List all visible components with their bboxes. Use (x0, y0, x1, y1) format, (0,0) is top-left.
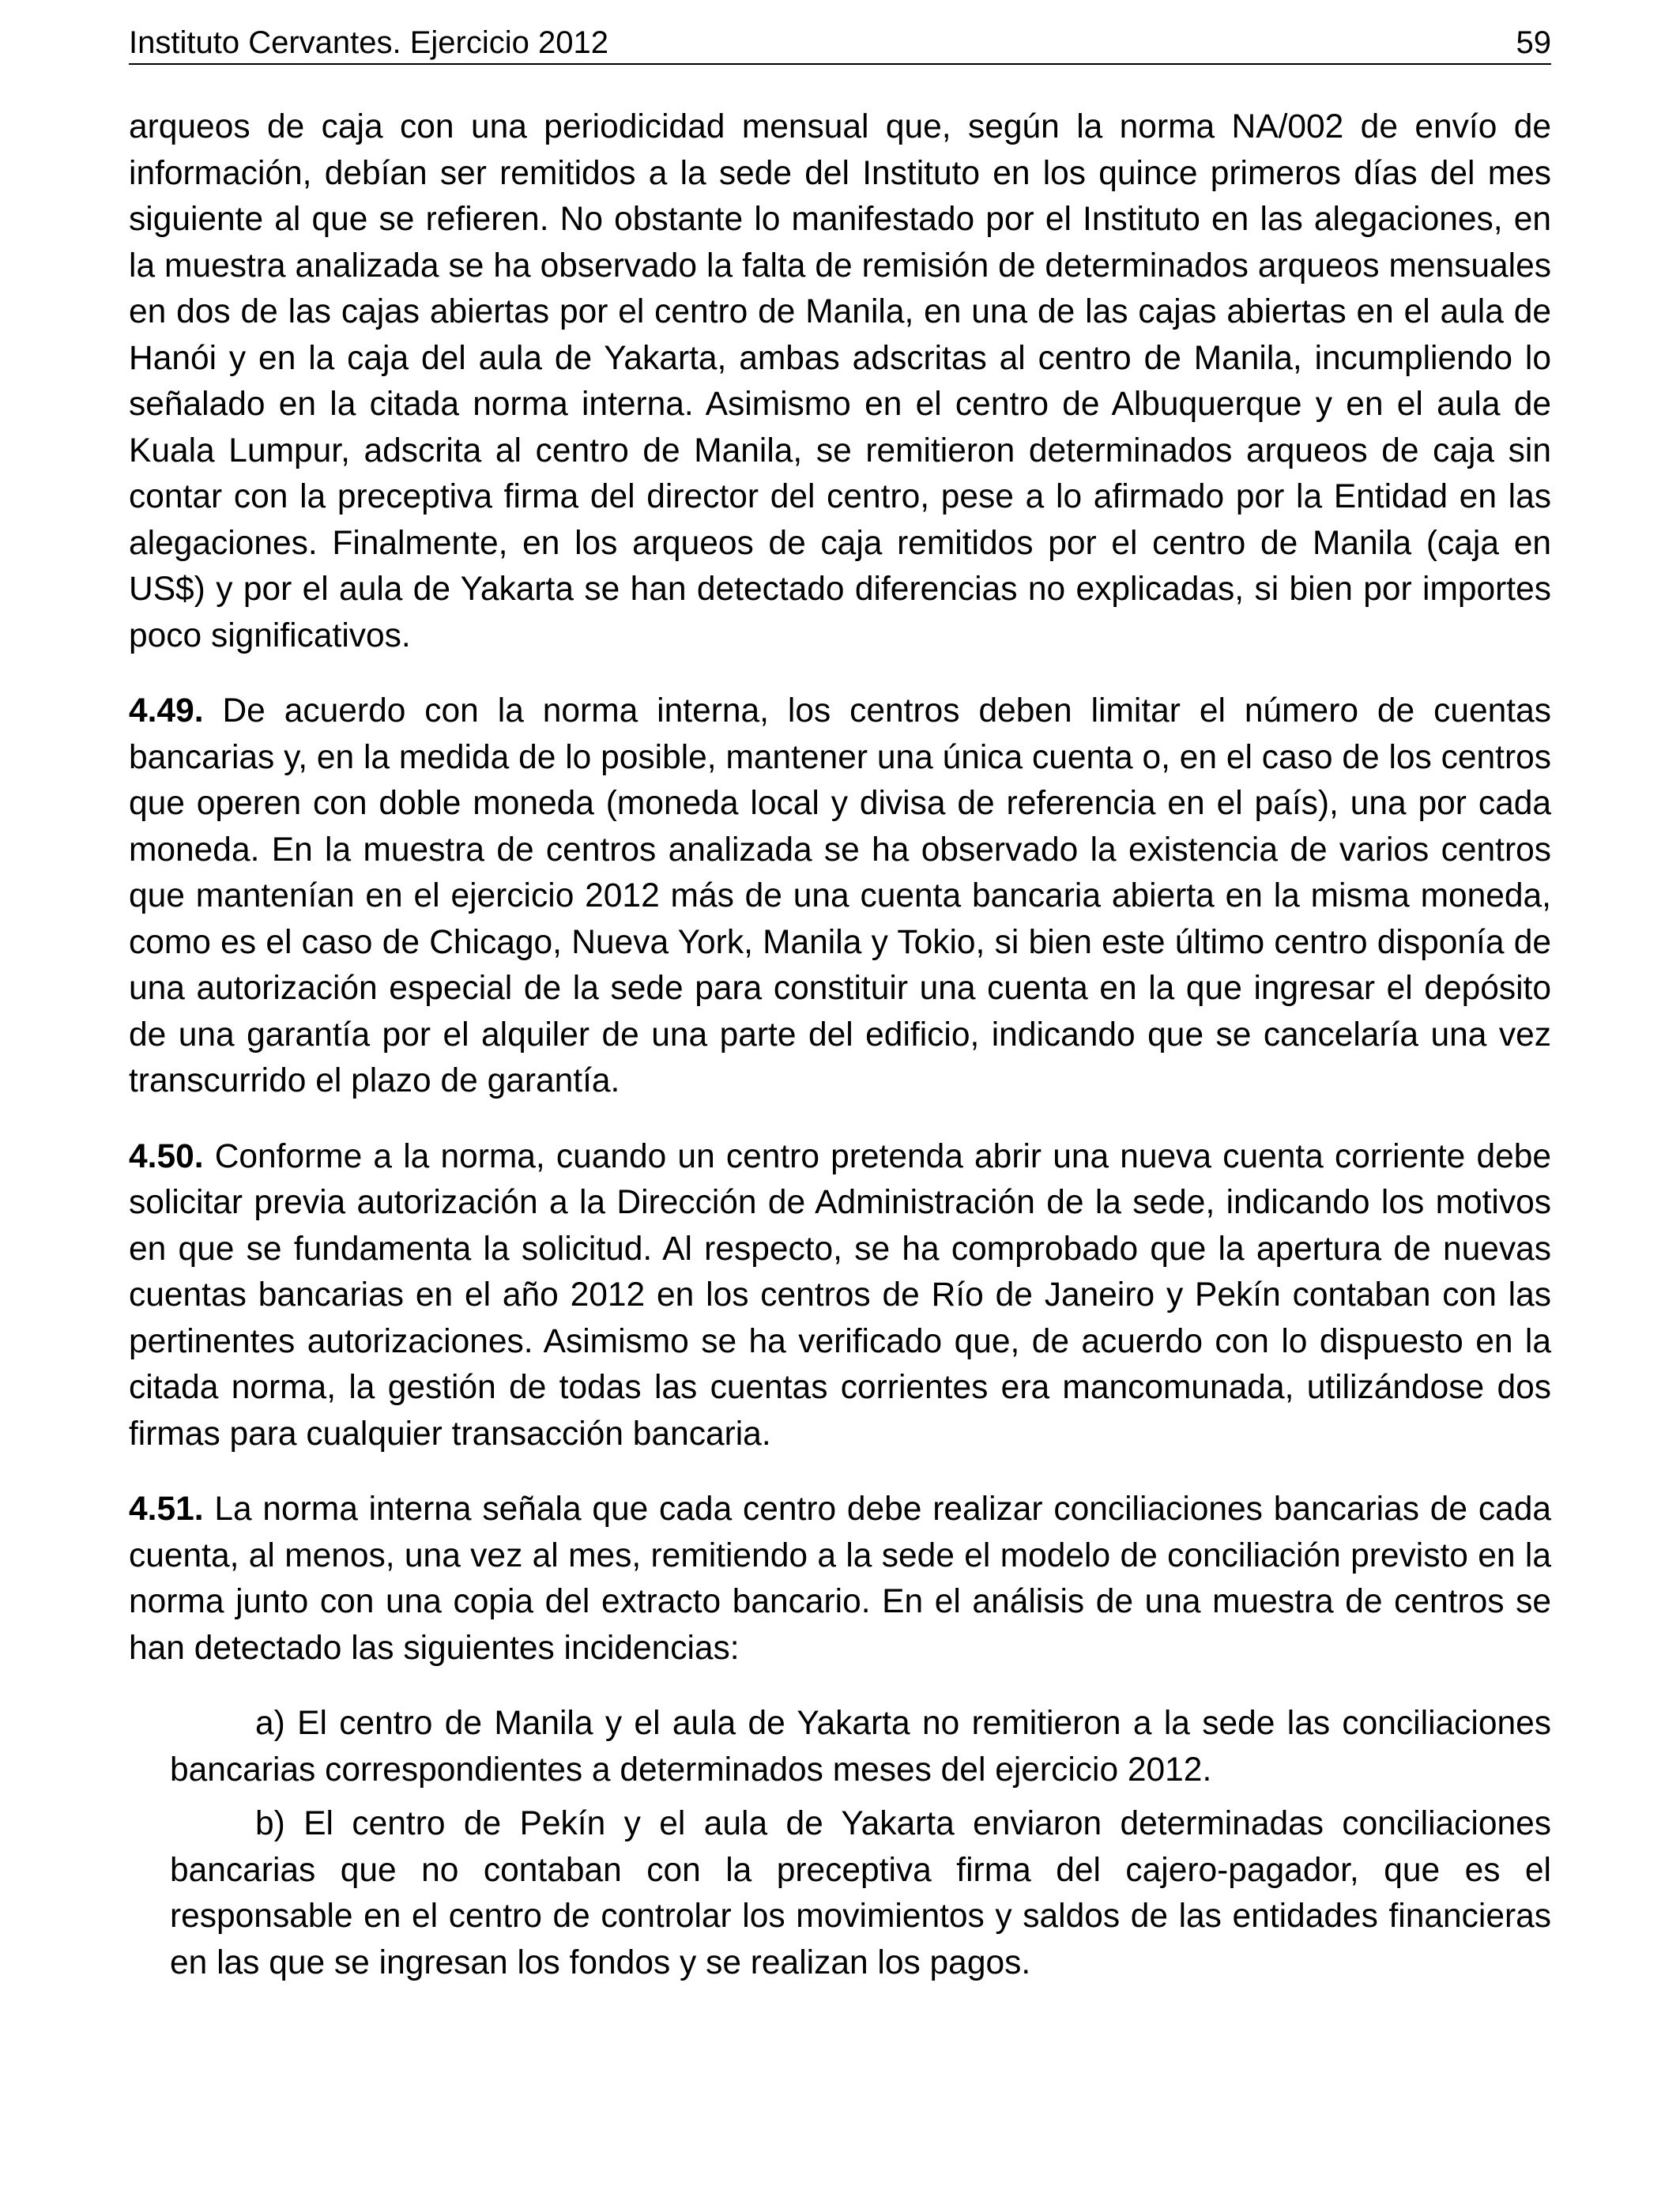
list-item-text: El centro de Manila y el aula de Yakarta no remitieron a la sede las conciliaciones bancarias correspondientes a determinados meses del ejercicio 2012. (170, 1705, 1551, 1789)
incidents-list (129, 1701, 1551, 1986)
paragraph-intro (129, 104, 1551, 659)
list-item-label: b) (255, 1805, 285, 1842)
list-item-label: a) (255, 1705, 285, 1742)
paragraph-4-51 (129, 1487, 1551, 1672)
paragraph-4-50 (129, 1134, 1551, 1458)
page-number: 59 (1516, 25, 1551, 60)
header-title: Instituto Cervantes. Ejercicio 2012 (129, 25, 608, 60)
document-body (129, 104, 1551, 1994)
paragraph-number: 4.50. (129, 1137, 204, 1175)
paragraph-text: Conforme a la norma, cuando un centro pretenda abrir una nueva cuenta corriente debe solicitar previa autorización a la Dirección de Administración de la sede, indicando los motivos en que se fundamenta la solicitud. Al respecto, se ha comprobado que la apertura de nuevas cuentas bancarias en el año 2012 en los centros de Río de Janeiro y Pekín contaban con las pertinentes autorizaciones. Asimismo se ha verificado que, de acuerdo con lo dispuesto en la citada norma, la gestión de todas las cuentas corrientes era mancomunada, utilizándose dos firmas para cualquier transacción bancaria. (129, 1137, 1551, 1453)
list-item (170, 1701, 1551, 1793)
paragraph-4-49 (129, 688, 1551, 1105)
page-header (129, 22, 1551, 65)
paragraph-text: La norma interna señala que cada centro debe realizar conciliaciones bancarias de cada cuenta, al menos, una vez al mes, remitiendo a la sede el modelo de conciliación previsto en la norma junto con una copia del extracto bancario. En el análisis de una muestra de centros se han detectado las siguientes incidencias: (129, 1491, 1551, 1667)
list-item (170, 1801, 1551, 1986)
list-item-text: El centro de Pekín y el aula de Yakarta enviaron determinadas conciliaciones bancarias que no contaban con la preceptiva firma del cajero-pagador, que es el responsable en el centro de controlar los movimientos y saldos de las entidades financieras en las que se ingresan los fondos y se realizan los pagos. (170, 1805, 1552, 1981)
paragraph-number: 4.51. (129, 1491, 204, 1528)
paragraph-text: De acuerdo con la norma interna, los centros deben limitar el número de cuentas bancarias y, en la medida de lo posible, mantener una única cuenta o, en el caso de los centros que operen con doble moneda (moneda local y divisa de referencia en el país), una por cada moneda. En la muestra de centros analizada se ha observado la existencia de varios centros que mantenían en el ejercicio 2012 más de una cuenta bancaria abierta en la misma moneda, como es el caso de Chicago, Nueva York, Manila y Tokio, si bien este último centro disponía de una autorización especial de la sede para constituir una cuenta en la que ingresar el depósito de una garantía por el alquiler de una parte del edificio, indicando que se cancelaría una vez transcurrido el plazo de garantía. (129, 692, 1551, 1099)
paragraph-number: 4.49. (129, 692, 204, 729)
paragraph-text: arqueos de caja con una periodicidad mensual que, según la norma NA/002 de envío de información, debían ser remitidos a la sede del Instituto en los quince primeros días del mes siguiente al que se refieren. No obstante lo manifestado por el Instituto en las alegaciones, en la muestra analizada se ha observado la falta de remisión de determinados arqueos mensuales en dos de las cajas abiertas por el centro de Manila, en una de las cajas abiertas en el aula de Hanói y en la caja del aula de Yakarta, ambas adscritas al centro de Manila, incumpliendo lo señalado en la citada norma interna. Asimismo en el centro de Albuquerque y en el aula de Kuala Lumpur, adscrita al centro de Manila, se remitieron determinados arqueos de caja sin contar con la preceptiva firma del director del centro, pese a lo afirmado por la Entidad en las alegaciones. Finalmente, en los arqueos de caja remitidos por el centro de Manila (caja en US$) y por el aula de Yakarta se han detectado diferencias no explicadas, si bien por importes poco significativos. (129, 108, 1551, 654)
